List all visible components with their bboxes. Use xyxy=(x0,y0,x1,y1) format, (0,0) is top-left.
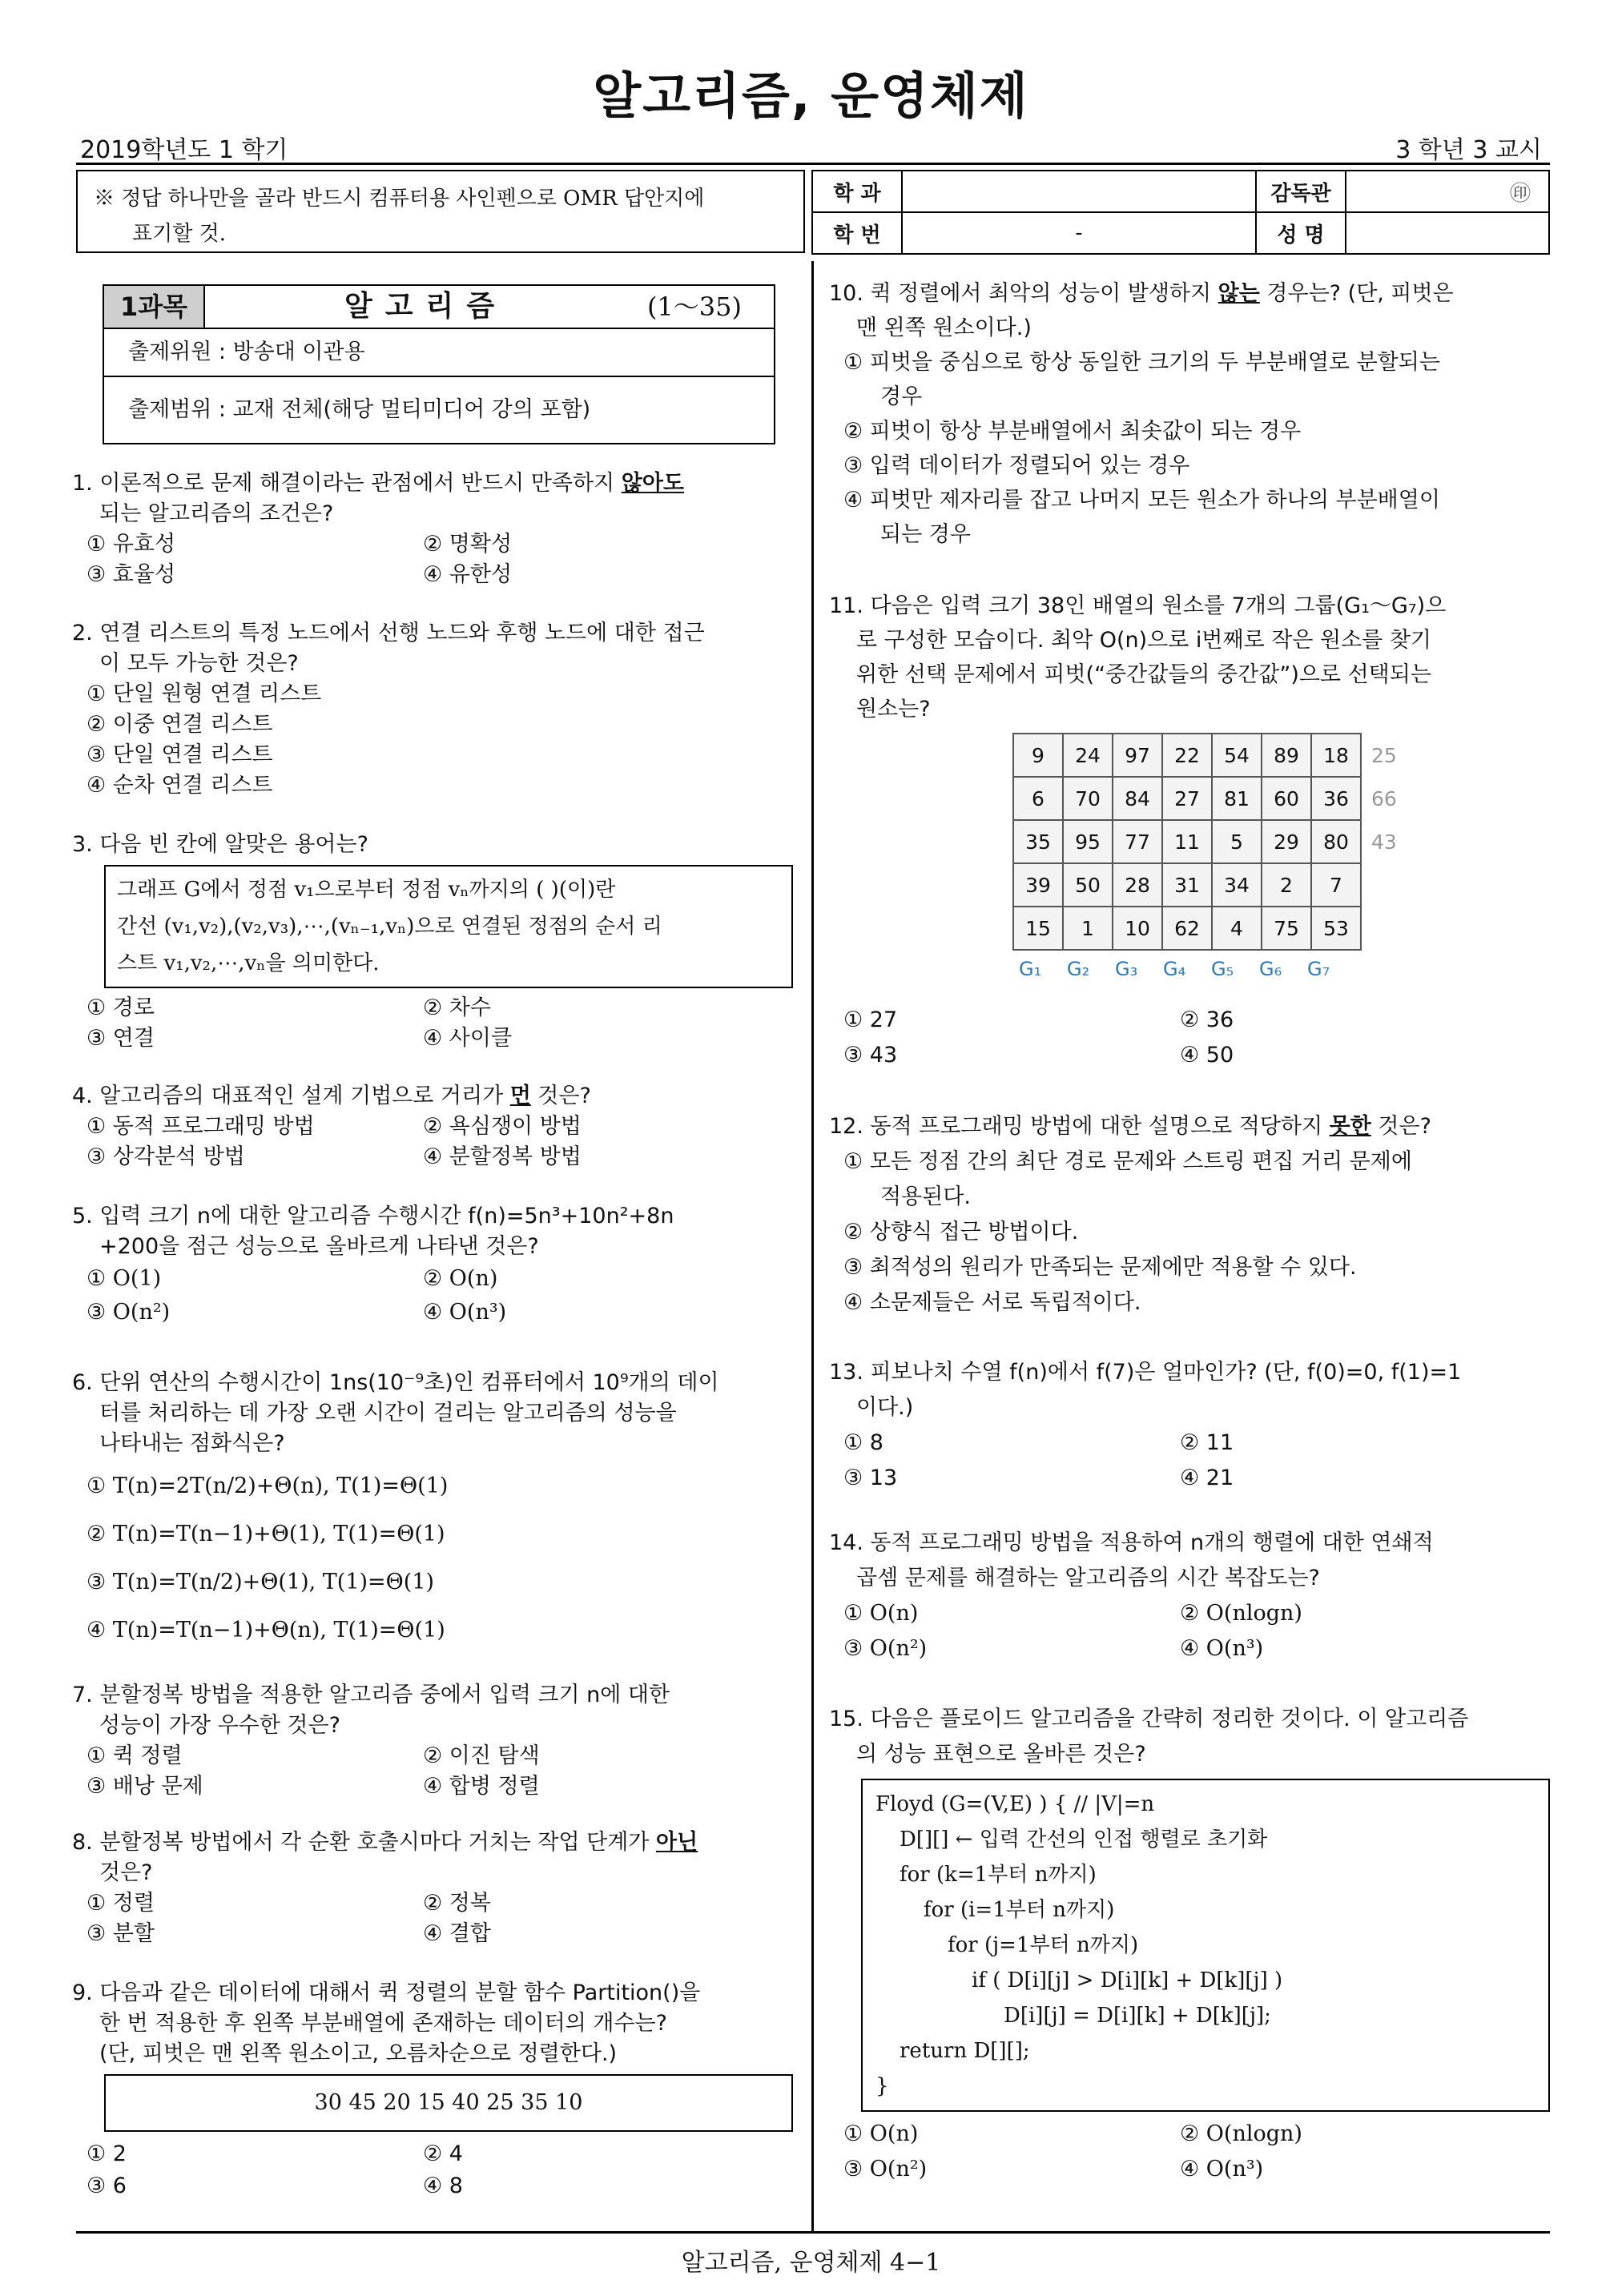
group-table-cell: 50 xyxy=(1063,863,1113,907)
option[interactable]: ① O(n) xyxy=(843,2121,919,2146)
group-label: G₄ xyxy=(1163,958,1186,980)
group-table-cell: 77 xyxy=(1113,820,1162,863)
option[interactable]: ③ O(n²) xyxy=(843,2157,928,2181)
group-table-cell: 18 xyxy=(1311,734,1361,777)
group-table-cell: 31 xyxy=(1162,863,1212,907)
option[interactable]: ① 퀵 정렬 xyxy=(87,1743,183,1768)
option[interactable]: ② 정복 xyxy=(423,1891,491,1916)
group-table-cell: 70 xyxy=(1063,777,1113,820)
option[interactable]: ④ 소문제들은 서로 독립적이다. xyxy=(843,1290,1141,1315)
group-table-cell: 22 xyxy=(1162,734,1212,777)
option[interactable]: ② 이진 탐색 xyxy=(423,1743,540,1768)
group-label: G₃ xyxy=(1115,958,1138,980)
code-line: D[i][j] = D[i][k] + D[k][j]; xyxy=(1004,2004,1271,2028)
option[interactable]: ① 유효성 xyxy=(87,532,176,557)
option[interactable]: ① T(n)=2T(n/2)+Θ(n), T(1)=Θ(1) xyxy=(87,1474,449,1498)
option[interactable]: ① 경로 xyxy=(87,995,155,1020)
name-label: 성 명 xyxy=(1256,212,1346,254)
student-info-table xyxy=(811,170,1550,255)
group-table-cell xyxy=(1361,863,1419,907)
option[interactable]: ④ 8 xyxy=(423,2173,463,2198)
code-box xyxy=(861,1779,1550,2112)
code-line: for (j=1부터 n까지) xyxy=(948,1933,1139,1957)
notice-line: 표기할 것. xyxy=(132,222,226,246)
question-9: 9. 다음과 같은 데이터에 대해서 퀵 정렬의 분할 함수 Partition()을 한 번 적용한 후 왼쪽 부분배열에 존재하는 데이터의 개수는? (단, 피벗은 맨 왼쪽 원소이고, 오름차순으로 정렬한다.) 30 45 20 15 40 25 35 10 ① 2 ② 4 ③ 6 ④ 8 xyxy=(72,1978,793,2202)
option[interactable]: ③ 상각분석 방법 xyxy=(87,1144,245,1169)
subject-range: (1～35) xyxy=(646,292,742,322)
group-table-cell: 39 xyxy=(1013,863,1063,907)
question-10: 10. 퀵 정렬에서 최악의 성능이 발생하지 않는 경우는? (단, 피벗은 맨 왼쪽 원소이다.) ① 피벗을 중심으로 항상 동일한 크기의 두 부분배열로 분할되는 경우 ② 피벗이 항상 부분배열에서 최솟값이 되는 경우 ③ 입력 데이터가 정렬되어 있는 경우 ④ 피벗만 제자리를 잡고 나머지 모든 원소가 하나의 부분배열이 되는 경우 xyxy=(829,276,1550,552)
option[interactable]: ② 욕심쟁이 방법 xyxy=(423,1114,582,1139)
option[interactable]: ① O(1) xyxy=(87,1266,162,1291)
group-table-cell: 60 xyxy=(1262,777,1311,820)
option[interactable]: ① 정렬 xyxy=(87,1891,155,1916)
option[interactable]: ③ O(n²) xyxy=(87,1300,171,1325)
option[interactable]: ④ O(n³) xyxy=(1180,1636,1264,1661)
subject-label: 1과목 xyxy=(104,286,205,328)
option[interactable]: ② 피벗이 항상 부분배열에서 최솟값이 되는 경우 xyxy=(843,419,1302,444)
group-table-row xyxy=(1013,777,1419,820)
group-table-cell: 2 xyxy=(1262,863,1311,907)
code-line: for (k=1부터 n까지) xyxy=(900,1863,1097,1887)
code-line: for (i=1부터 n까지) xyxy=(924,1898,1115,1922)
option[interactable]: ③ O(n²) xyxy=(843,1636,928,1661)
group-table-cell: 97 xyxy=(1113,734,1162,777)
group-table-cell: 53 xyxy=(1311,907,1361,950)
option[interactable]: ③ 6 xyxy=(87,2173,127,2198)
option[interactable]: ④ 분할정복 방법 xyxy=(423,1144,582,1169)
dept-label: 학 과 xyxy=(812,171,902,212)
option[interactable]: ② 이중 연결 리스트 xyxy=(87,712,273,737)
question-2: 2. 연결 리스트의 특정 노드에서 선행 노드와 후행 노드에 대한 접근 이 모두 가능한 것은? ① 단일 원형 연결 리스트 ② 이중 연결 리스트 ③ 단일 연결 리스트 ④ 순차 연결 리스트 xyxy=(72,618,793,801)
subject-box xyxy=(103,284,775,444)
group-table xyxy=(1012,733,1420,951)
question-4: 4. 알고리즘의 대표적인 설계 기법으로 거리가 먼 것은? ① 동적 프로그래밍 방법 ② 욕심쟁이 방법 ③ 상각분석 방법 ④ 분할정복 방법 xyxy=(72,1081,793,1172)
option[interactable]: ④ 합병 정렬 xyxy=(423,1774,540,1799)
question-1: 1. 이론적으로 문제 해결이라는 관점에서 반드시 만족하지 않아도 되는 알고리즘의 조건은? ① 유효성 ② 명확성 ③ 효율성 ④ 유한성 xyxy=(72,468,793,590)
code-line: D[][] ← 입력 간선의 인접 행렬로 초기화 xyxy=(900,1828,1268,1852)
data-box: 30 45 20 15 40 25 35 10 xyxy=(104,2074,793,2132)
group-table-cell: 25 xyxy=(1371,743,1397,767)
option[interactable]: ④ T(n)=T(n−1)+Θ(n), T(1)=Θ(1) xyxy=(87,1618,445,1643)
group-table-cell: 89 xyxy=(1262,734,1311,777)
group-table-cell: 35 xyxy=(1013,820,1063,863)
group-table-cell: 75 xyxy=(1262,907,1311,950)
group-table-row xyxy=(1013,863,1419,907)
group-table-cell: 27 xyxy=(1162,777,1212,820)
option[interactable]: ③ 연결 xyxy=(87,1026,155,1051)
option[interactable]: ③ 43 xyxy=(843,1043,898,1068)
code-line: if ( D[i][j] > D[i][k] + D[k][j] ) xyxy=(972,1968,1283,1992)
option[interactable]: ② O(n) xyxy=(423,1266,498,1291)
dept-field[interactable] xyxy=(902,171,1256,212)
question-5: 5. 입력 크기 n에 대한 알고리즘 수행시간 f(n)=5n³+10n²+8n +200을 점근 성능으로 올바르게 나타낸 것은? ① O(1) ② O(n) ③ O(n²) ④ O(n³) xyxy=(72,1201,793,1329)
question-11: 11. 다음은 입력 크기 38인 배열의 원소를 7개의 그룹(G₁～G₇)으 로 구성한 모습이다. 최악 O(n)으로 i번째로 작은 원소를 찾기 위한 선택 문제에서 피벗(“중간값들의 중간값”)으로 선택되는 원소는? xyxy=(829,593,1447,722)
subject-setter: 출제위원 : 방송대 이관용 xyxy=(104,328,774,377)
group-table-cell: 95 xyxy=(1063,820,1113,863)
exam-title: 알고리즘, 운영체제 xyxy=(593,66,1029,125)
option[interactable]: ① 모든 정점 간의 최단 경로 문제와 스트링 편집 거리 문제에 적용된다. xyxy=(843,1149,1412,1209)
column-divider xyxy=(811,261,814,2231)
option[interactable]: ③ 효율성 xyxy=(87,562,176,587)
proctor-label: 감독관 xyxy=(1256,171,1346,212)
group-table-cell: 5 xyxy=(1212,820,1262,863)
group-table-cell: 84 xyxy=(1113,777,1162,820)
notice-box xyxy=(76,170,805,253)
group-table-cell: 1 xyxy=(1063,907,1113,950)
grade-period: 3 학년 3 교시 xyxy=(1395,136,1542,164)
option[interactable]: ③ 13 xyxy=(843,1466,898,1490)
group-table-cell: 7 xyxy=(1311,863,1361,907)
group-label: G₂ xyxy=(1067,958,1090,980)
semester: 2019학년도 1 학기 xyxy=(80,136,288,164)
question-8: 8. 분할정복 방법에서 각 순환 호출시마다 거치는 작업 단계가 아닌 것은? ① 정렬 ② 정복 ③ 분할 ④ 결합 xyxy=(72,1828,793,1949)
group-table-row xyxy=(1013,820,1419,863)
option[interactable]: ④ O(n³) xyxy=(1180,2157,1264,2181)
question-12: 12. 동적 프로그래밍 방법에 대한 설명으로 적당하지 못한 것은? ① 모든 정점 간의 최단 경로 문제와 스트링 편집 거리 문제에 적용된다. ② 상향식 접근 방법이다. ③ 최적성의 원리가 만족되는 문제에만 적용할 수 있다. ④ 소문제들은 서로 독립적이다. xyxy=(829,1109,1550,1321)
page-footer: 알고리즘, 운영체제 4−1 xyxy=(681,2249,941,2277)
option[interactable]: ① O(n) xyxy=(843,1601,919,1626)
option[interactable]: ① 단일 원형 연결 리스트 xyxy=(87,682,322,706)
option[interactable]: ④ 순차 연결 리스트 xyxy=(87,773,273,798)
group-table-cell: 11 xyxy=(1162,820,1212,863)
group-table-cell: 9 xyxy=(1013,734,1063,777)
option[interactable]: ② 11 xyxy=(1180,1430,1234,1455)
option[interactable]: ① 2 xyxy=(87,2141,127,2166)
group-label: G₅ xyxy=(1211,958,1234,980)
subject-name: 알고리즘 xyxy=(344,290,508,323)
name-field[interactable] xyxy=(1346,212,1549,254)
header-rule xyxy=(76,163,1550,165)
id-label: 학 번 xyxy=(812,212,902,254)
option[interactable]: ② T(n)=T(n−1)+Θ(1), T(1)=Θ(1) xyxy=(87,1522,445,1546)
option[interactable]: ② 상향식 접근 방법이다. xyxy=(843,1220,1079,1245)
code-line: return D[][]; xyxy=(900,2039,1030,2063)
question-13: 13. 피보나치 수열 f(n)에서 f(7)은 얼마인가? (단, f(0)=0, f(1)=1 이다.) ① 8 ② 11 ③ 13 ④ 21 xyxy=(829,1355,1550,1496)
definition-box: 그래프 G에서 정점 v₁으로부터 정점 vₙ까지의 ( )(이)란 간선 (v₁,v₂),(v₂,v₃),⋯,(vₙ₋₁,vₙ)으로 연결된 정점의 순서 리 스트 v₁,v₂,⋯,vₙ을 의미한다. xyxy=(104,865,793,988)
option[interactable]: ④ 50 xyxy=(1180,1043,1234,1068)
option[interactable]: ② O(nlogn) xyxy=(1180,1601,1302,1626)
question-6: 6. 단위 연산의 수행시간이 1ns(10⁻⁹초)인 컴퓨터에서 10⁹개의 데이 터를 처리하는 데 가장 오랜 시간이 걸리는 알고리즘의 성능을 나타내는 점화식은? ① T(n)=2T(n/2)+Θ(n), T(1)=Θ(1) ② T(n)=T(n−1)+Θ(1), T(1)=Θ(1) ③ T(n)=T(n/2)+Θ(1), T(1)=Θ(1) ④ T(n)=T(n−1)+Θ(n), T(1)=Θ(1) xyxy=(72,1368,793,1655)
id-field[interactable]: - xyxy=(902,212,1256,254)
option[interactable]: ② 명확성 xyxy=(423,532,513,557)
question-7: 7. 분할정복 방법을 적용한 알고리즘 중에서 입력 크기 n에 대한 성능이 가장 우수한 것은? ① 퀵 정렬 ② 이진 탐색 ③ 배낭 문제 ④ 합병 정렬 xyxy=(72,1680,793,1802)
question-11-options xyxy=(829,1003,1550,1073)
option[interactable]: ③ 분할 xyxy=(87,1921,155,1946)
group-table-cell xyxy=(1361,907,1419,950)
option[interactable]: ③ 최적성의 원리가 만족되는 문제에만 적용할 수 있다. xyxy=(843,1255,1357,1280)
group-table-cell: 80 xyxy=(1311,820,1361,863)
group-table-cell: 4 xyxy=(1212,907,1262,950)
option[interactable]: ② O(nlogn) xyxy=(1180,2121,1302,2146)
proctor-seal[interactable]: ㊞ xyxy=(1346,171,1549,212)
notice-line: ※ 정답 하나만을 골라 반드시 컴퓨터용 사인펜으로 OMR 답안지에 xyxy=(94,187,705,211)
option[interactable]: ② 차수 xyxy=(423,995,491,1020)
option[interactable]: ① 27 xyxy=(843,1007,898,1032)
group-table-cell: 6 xyxy=(1013,777,1063,820)
group-table-cell: 54 xyxy=(1212,734,1262,777)
group-table-cell: 34 xyxy=(1212,863,1262,907)
code-line: Floyd (G=(V,E) ) { // |V|=n xyxy=(875,1792,1155,1816)
footer-rule xyxy=(76,2231,1550,2234)
question-14: 14. 동적 프로그래밍 방법을 적용하여 n개의 행렬에 대한 연쇄적 곱셈 문제를 해결하는 알고리즘의 시간 복잡도는? ① O(n) ② O(nlogn) ③ O(n²) ④ O(n³) xyxy=(829,1526,1550,1667)
group-table-cell: 62 xyxy=(1162,907,1212,950)
group-table-cell: 43 xyxy=(1371,830,1397,854)
option[interactable]: ④ 결합 xyxy=(423,1921,491,1946)
option[interactable]: ③ 배낭 문제 xyxy=(87,1774,203,1799)
group-label: G₆ xyxy=(1259,958,1282,980)
option[interactable]: ③ 입력 데이터가 정렬되어 있는 경우 xyxy=(843,453,1190,478)
option[interactable]: ④ 사이클 xyxy=(423,1026,513,1051)
option[interactable]: ③ 단일 연결 리스트 xyxy=(87,742,273,767)
option[interactable]: ① 동적 프로그래밍 방법 xyxy=(87,1114,315,1139)
group-table-row xyxy=(1013,907,1419,950)
group-table-cell: 15 xyxy=(1013,907,1063,950)
option[interactable]: ④ 유한성 xyxy=(423,562,513,587)
option[interactable]: ③ T(n)=T(n/2)+Θ(1), T(1)=Θ(1) xyxy=(87,1570,435,1594)
group-table-cell: 81 xyxy=(1212,777,1262,820)
option[interactable]: ④ 21 xyxy=(1180,1466,1234,1490)
option[interactable]: ④ 피벗만 제자리를 잡고 나머지 모든 원소가 하나의 부분배열이 되는 경우 xyxy=(843,488,1440,547)
group-table-cell: 66 xyxy=(1371,786,1397,810)
question-3: 3. 다음 빈 칸에 알맞은 용어는? 그래프 G에서 정점 v₁으로부터 정점 vₙ까지의 ( )(이)란 간선 (v₁,v₂),(v₂,v₃),⋯,(vₙ₋₁,vₙ)으로 연결된 정점의 순서 리 스트 v₁,v₂,⋯,vₙ을 의미한다. ① 경로 ② 차수 ③ 연결 ④ 사이클 xyxy=(72,830,793,1054)
option[interactable]: ② 36 xyxy=(1180,1007,1234,1032)
subject-scope: 출제범위 : 교재 전체(해당 멀티미디어 강의 포함) xyxy=(128,397,591,422)
question-15: 15. 다음은 플로이드 알고리즘을 간략히 정리한 것이다. 이 알고리즘 의 성능 표현으로 올바른 것은? Floyd (G=(V,E) ) { // |V|=n D[][] ← 입력 간선의 인접 행렬로 초기화 for (k=1부터 n까지) for (i=1부터 n까지) for (j=1부터 n까지) if ( D[i][j] > D[i][k] + D[k][j] ) D[i][j] = D[i][k] + D[k][j]; return D[][]; } ① O(n) ② O(nlogn) ③ O(n²) ④ O(n³) xyxy=(829,1702,1550,2187)
group-table-cell: 28 xyxy=(1113,863,1162,907)
code-line: } xyxy=(875,2074,889,2098)
group-table-cell: 29 xyxy=(1262,820,1311,863)
group-table-cell: 24 xyxy=(1063,734,1113,777)
option[interactable]: ① 피벗을 중심으로 항상 동일한 크기의 두 부분배열로 분할되는 경우 xyxy=(843,350,1440,409)
group-table-cell: 10 xyxy=(1113,907,1162,950)
group-label: G₇ xyxy=(1307,958,1330,980)
group-table-cell: 36 xyxy=(1311,777,1361,820)
option[interactable]: ④ O(n³) xyxy=(423,1300,507,1325)
option[interactable]: ② 4 xyxy=(423,2141,463,2166)
option[interactable]: ① 8 xyxy=(843,1430,883,1455)
group-table-row xyxy=(1013,734,1419,777)
group-label: G₁ xyxy=(1019,958,1042,980)
